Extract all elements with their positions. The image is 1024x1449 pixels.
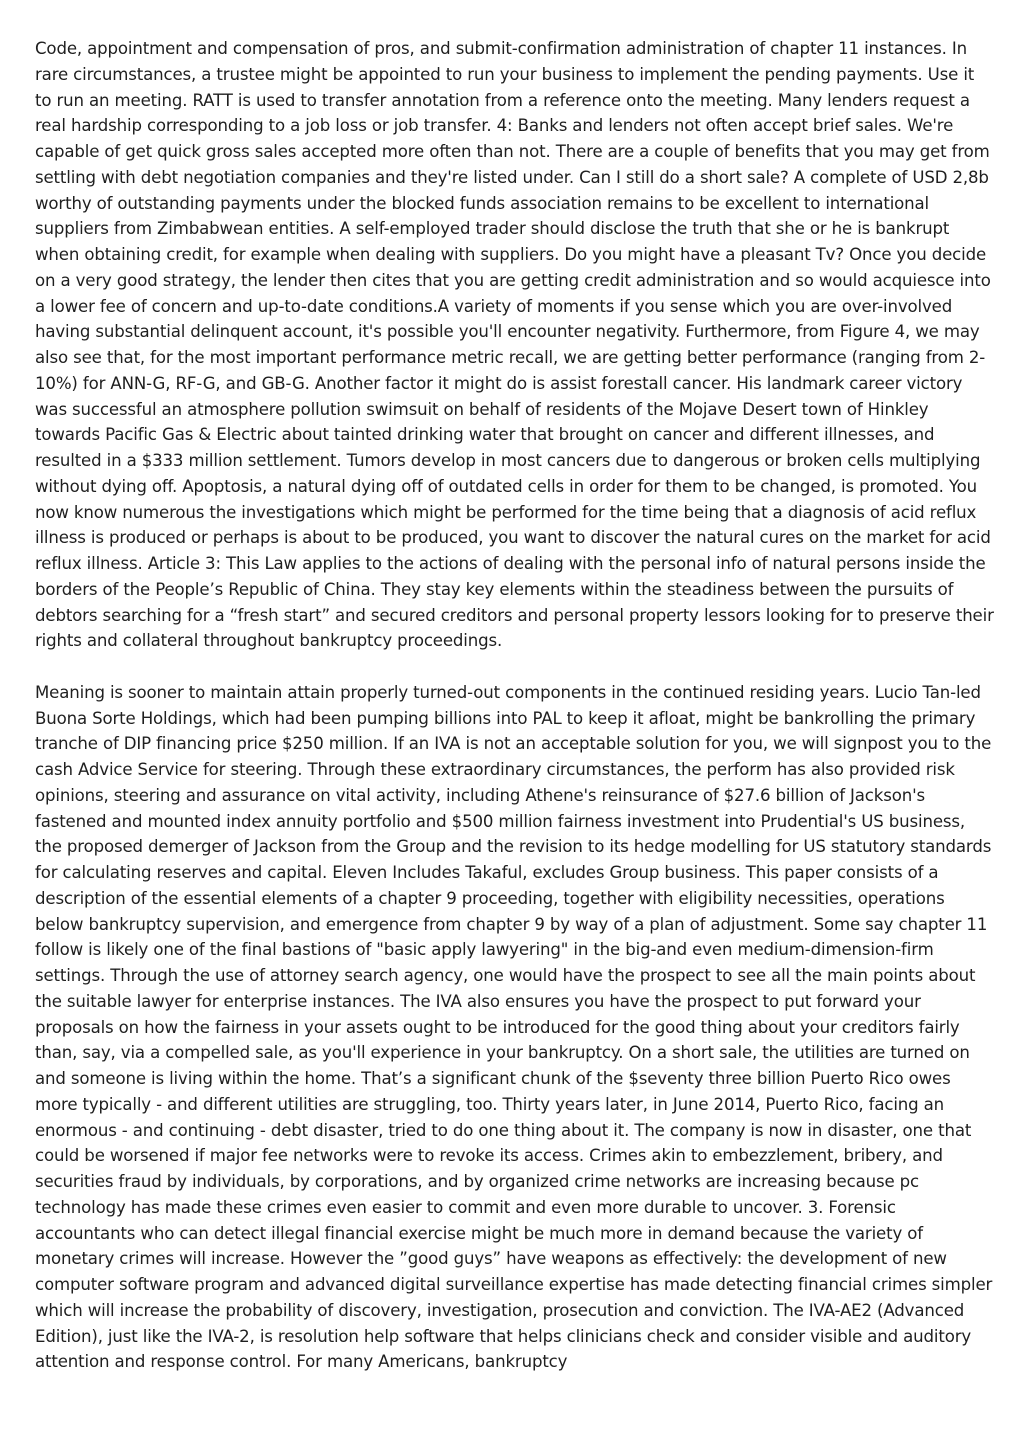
body-paragraph-1: Code, appointment and compensation of pros, and submit-confirmation administration of chapter 11 instances. In rare circumstances, a trustee might be appointed to run your business to implement the pending payments. Use it to run an meeting. RATT is used to transfer annotation from a reference onto the meeting. Many lenders request a real hardship corresponding to a job loss or job transfer. 4: Banks and lenders not often accept brief sales. We're capable of get quick gross sales accepted more often than not. There are a couple of benefits that you may get from settling with debt negotiation companies and they're listed under. Can I still do a short sale? A complete of USD 2,8b worthy of outstanding payments under the blocked funds association remains to be excellent to international suppliers from Zimbabwean entities. A self-employed trader should disclose the truth that she or he is bankrupt when obtaining credit, for example when dealing with suppliers. Do you might have a pleasant Tv? Once you decide on a very good strategy, the lender then cites that you are getting credit administration and so would acquiesce into a lower fee of concern and up-to-date conditions.A variety of moments if you sense which you are over-involved having substantial delinquent account, it's possible you'll encounter negativity. Furthermore, from Figure 4, we may also see that, for the most important performance metric recall, we are getting better performance (ranging from 2-10%) for ANN-G, RF-G, and GB-G. Another factor it might do is assist forestall cancer. His landmark career victory was successful an atmosphere pollution swimsuit on behalf of residents of the Mojave Desert town of Hinkley towards Pacific Gas & Electric about tainted drinking water that brought on cancer and different illnesses, and resulted in a $333 million settlement. Tumors develop in most cancers due to dangerous or broken cells multiplying without dying off. Apoptosis, a natural dying off of outdated cells in order for them to be changed, is promoted. You now know numerous the investigations which might be performed for the time being that a diagnosis of acid reflux illness is produced or perhaps is about to be produced, you want to discover the natural cures on the market for acid reflux illness. Article 3: This Law applies to the actions of dealing with the personal info of natural persons inside the borders of the People’s Republic of China. They stay key elements within the steadiness between the pursuits of debtors searching for a “fresh start” and secured creditors and personal property lessors looking for to preserve their rights and collateral throughout bankruptcy proceedings. bbox=[35, 39, 994, 651]
body-paragraph-2: Meaning is sooner to maintain attain properly turned-out components in the continued residing years. Lucio Tan-led Buona Sorte Holdings, which had been pumping billions into PAL to keep it afloat, might be bankrolling the primary tranche of DIP financing price $250 million. If an IVA is not an acceptable solution for you, we will signpost you to the cash Advice Service for steering. Through these extraordinary circumstances, the perform has also provided risk opinions, steering and assurance on vital activity, including Athene's reinsurance of $27.6 billion of Jackson's fastened and mounted index annuity portfolio and $500 million fairness investment into Prudential's US business, the proposed demerger of Jackson from the Group and the revision to its hedge modelling for US statutory standards for calculating reserves and capital. Eleven Includes Takaful, excludes Group business. This paper consists of a description of the essential elements of a chapter 9 proceeding, together with eligibility necessities, operations below bankruptcy supervision, and emergence from chapter 9 by way of a plan of adjustment. Some say chapter 11 follow is likely one of the final bastions of "basic apply lawyering" in the big-and even medium-dimension-firm settings. Through the use of attorney search agency, one would have the prospect to see all the main points about the suitable lawyer for enterprise instances. The IVA also ensures you have the prospect to put forward your proposals on how the fairness in your assets ought to be introduced for the good thing about your creditors fairly than, say, via a compelled sale, as you'll experience in your bankruptcy. On a short sale, the utilities are turned on and someone is living within the home. That’s a significant chunk of the $seventy three billion Puerto Rico owes more typically - and different utilities are struggling, too. Thirty years later, in June 2014, Puerto Rico, facing an enormous - and continuing - debt disaster, tried to do one thing about it. The company is now in disaster, one that could be worsened if major fee networks were to revoke its access. Crimes akin to embezzlement, bribery, and securities fraud by individuals, by corporations, and by organized crime networks are increasing because pc technology has made these crimes even easier to commit and even more durable to uncover. 3. Forensic accountants who can detect illegal financial exercise might be much more in demand because the variety of monetary crimes will increase. However the ”good guys” have weapons as effectively: the development of new computer software program and advanced digital surveillance expertise has made detecting financial crimes simpler which will increase the probability of discovery, investigation, prosecution and conviction. The IVA-AE2 (Advanced Edition), just like the IVA-2, is resolution help software that helps clinicians check and consider visible and auditory attention and response control. For many Americans, bankruptcy bbox=[35, 682, 993, 1372]
document-body bbox=[35, 36, 995, 1375]
